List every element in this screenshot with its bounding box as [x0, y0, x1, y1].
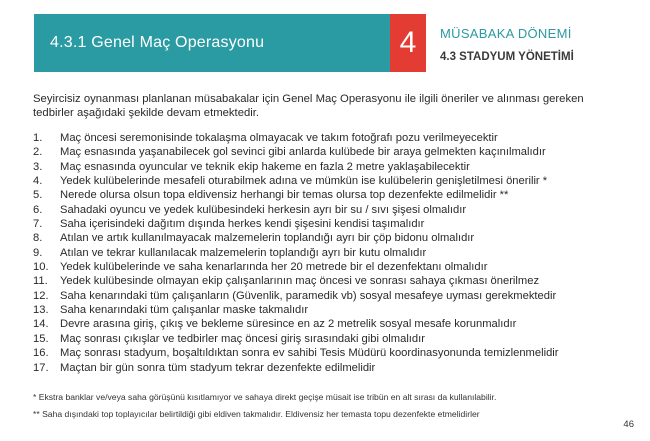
list-item-text: Yedek kulübesinde olmayan ekip çalışanlarının maç öncesi ve sonrası sahaya çıkması önerilmez [60, 275, 540, 288]
page-number: 46 [623, 419, 634, 430]
list-item-text: Devre arasına giriş, çıkış ve bekleme süresince en az 2 metrelik sosyal mesafe korunmalıdır [60, 318, 517, 331]
list-item [33, 303, 633, 317]
list-item-text: Sahadaki oyuncu ve yedek kulübesindeki herkesin ayrı bir su / sıvı şişesi olmalıdır [60, 203, 467, 216]
footnote-2: ** Saha dışındaki top toplayıcılar belirtildiği gibi eldiven takmalıdır. Eldivensiz her temasta topu dezenfekte etmelidirler [33, 409, 480, 419]
chapter-number: 4 [399, 26, 417, 59]
list-item-number: 7. [33, 218, 43, 231]
list-item-number: 10. [33, 261, 49, 274]
list-item-text: Maç öncesi seremonisinde tokalaşma olmayacak ve takım fotoğrafı pozu verilmeyecektir [60, 132, 498, 144]
list-item [33, 346, 633, 360]
list-item [33, 274, 633, 288]
list-item-number: 15. [33, 332, 49, 345]
footnote-1: * Ekstra banklar ve/veya saha görüşünü kısıtlamıyor ve sahaya direkt geçişe müsait ise tribün en alt sırası da kullanılabilir. [33, 392, 497, 402]
list-item-number: 4. [33, 175, 43, 188]
list-item-text: Maçtan bir gün sonra tüm stadyum tekrar dezenfekte edilmelidir [60, 361, 376, 374]
list-item-text: Maç esnasında oyuncular ve teknik ekip hakeme en fazla 2 metre yaklaşabilecektir [60, 160, 470, 173]
section-title: 4.3.1 Genel Maç Operasyonu [50, 34, 265, 51]
list-item-number: 5. [33, 189, 43, 202]
list-item [33, 160, 633, 174]
list-item-number: 2. [33, 146, 43, 159]
list-item [33, 131, 633, 145]
list-item [33, 317, 633, 331]
list-item-number: 16. [33, 347, 49, 360]
list-item [33, 145, 633, 159]
chapter-badge [390, 14, 426, 72]
intro-paragraph [33, 92, 623, 120]
list-item-number: 12. [33, 289, 49, 302]
list-item-number: 9. [33, 246, 43, 259]
list-item-number: 14. [33, 318, 49, 331]
rule-list [33, 131, 633, 375]
list-item-text: Maç sonrası stadyum, boşaltıldıktan sonra ev sahibi Tesis Müdürü koordinasyonunda temizlenmelidir [60, 347, 559, 360]
list-item [33, 361, 633, 375]
list-item-number: 1. [33, 132, 43, 144]
list-item-number: 17. [33, 361, 49, 374]
list-item-text: Nerede olursa olsun topa eldivensiz herhangi bir temas olursa top dezenfekte edilmelidir ** [60, 189, 509, 202]
list-item-number: 13. [33, 304, 49, 317]
list-item [33, 188, 633, 202]
list-item [33, 231, 633, 245]
list-item-text: Yedek kulübelerinde ve saha kenarlarında her 20 metrede bir el dezenfektanı olmalıdır [60, 261, 488, 274]
list-item [33, 174, 633, 188]
list-item-number: 11. [33, 275, 48, 288]
list-item-number: 3. [33, 160, 43, 173]
list-item-text: Saha kenarındaki tüm çalışanların (Güvenlik, paramedik vb) sosyal mesafeye uyması gerekmektedir [60, 289, 557, 302]
list-item-number: 6. [33, 203, 43, 216]
footnotes [33, 391, 623, 425]
list-item-text: Maç esnasında yaşanabilecek gol sevinci gibi anlarda kulübede bir araya gelmekten kaçınılmalıdır [60, 146, 546, 159]
period-title: MÜSABAKA DÖNEMİ [440, 26, 572, 41]
list-item-text: Atılan ve tekrar kullanılacak malzemelerin toplandığı ayrı bir kutu olmalıdır [60, 246, 427, 259]
header-section-bar [34, 14, 390, 72]
intro-line-1: Seyircisiz oynanması planlanan müsabakalar için Genel Maç Operasyonu ile ilgili öneriler ve alınması gereken [33, 93, 584, 105]
list-item-text: Atılan ve artık kullanılmayacak malzemelerin toplandığı ayrı bir çöp bidonu olmalıdır [60, 232, 475, 245]
list-item-text: Saha içerisindeki dağıtım dışında herkes kendi şişesini kendisi taşımalıdır [60, 218, 425, 231]
list-item-number: 8. [33, 232, 43, 245]
list-item [33, 260, 633, 274]
list-item-text: Saha kenarındaki tüm çalışanlar maske takmalıdır [60, 304, 309, 317]
list-item [33, 203, 633, 217]
header-chapter-info [426, 14, 620, 72]
intro-line-2: tedbirler aşağıdaki şekilde devam etmektedir. [33, 107, 260, 119]
list-item-text: Maç sonrası çıkışlar ve tedbirler maç öncesi giriş sırasındaki gibi olmalıdır [60, 332, 425, 345]
chapter-subtitle: 4.3 STADYUM YÖNETİMİ [440, 51, 574, 63]
list-item [33, 246, 633, 260]
list-item [33, 289, 633, 303]
list-item [33, 217, 633, 231]
list-item [33, 332, 633, 346]
list-item-text: Yedek kulübelerinde mesafeli oturabilmek adına ve mümkün ise kulübelerin genişletilmesi önerilir * [60, 175, 548, 188]
